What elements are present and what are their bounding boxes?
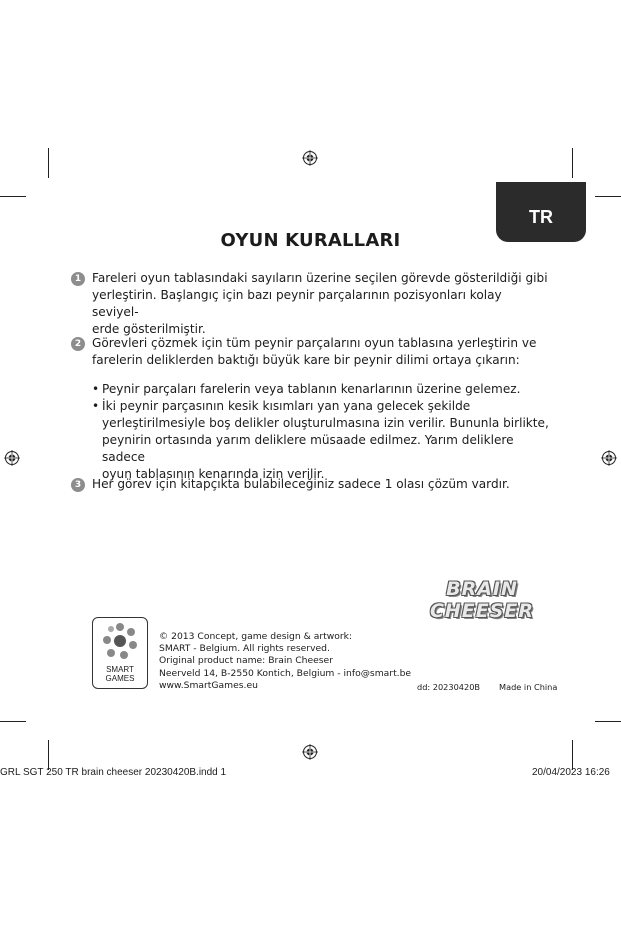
rule-line: yerleştirin. Başlangıç için bazı peynir parçalarının pozisyonları kolay seviyel-	[92, 288, 502, 319]
crop-mark	[0, 721, 26, 722]
bullet-line: oyun tablasının kenarında izin verilir.	[102, 467, 325, 481]
crop-mark	[572, 148, 573, 178]
crop-mark	[595, 196, 621, 197]
bullet-item	[92, 398, 552, 483]
credits-line: © 2013 Concept, game design & artwork:	[159, 631, 353, 642]
rule-line: Her görev için kitapçıkta bulabileceğiniz sadece 1 olası çözüm vardır.	[92, 477, 510, 491]
registration-mark-icon	[4, 450, 20, 466]
bullet-item	[92, 381, 552, 398]
smart-games-logo	[92, 617, 148, 689]
smart-games-line-2: GAMES	[105, 674, 135, 683]
brand-line-2: CHEESER	[429, 600, 535, 622]
dd-code: dd: 20230420B	[417, 682, 481, 692]
rule-number-badge: 1	[71, 272, 85, 286]
credits-line: SMART - Belgium. All rights reserved.	[159, 643, 330, 655]
made-in-label: Made in China	[499, 682, 558, 692]
page-title: OYUN KURALLARI	[220, 230, 401, 251]
rule-1	[72, 270, 552, 338]
registration-mark-icon	[302, 744, 318, 760]
smart-games-line-1: SMART	[106, 665, 134, 674]
rule-bullet-list	[92, 381, 552, 483]
registration-mark-icon	[601, 450, 617, 466]
rule-line: erde gösterilmiştir.	[92, 322, 206, 336]
crop-mark	[595, 721, 621, 722]
date-slug: 20/04/2023 16:26	[532, 767, 610, 778]
rule-2	[72, 335, 552, 483]
brain-cheeser-logo	[428, 578, 536, 622]
bullet-line: • İki peynir parçasının kesik kısımları yan yana gelecek şekilde	[102, 399, 471, 413]
registration-mark-icon	[302, 150, 318, 166]
credits-line: Original product name: Brain Cheeser	[159, 655, 333, 667]
credits-block	[159, 631, 411, 692]
language-tab-label: TR	[529, 206, 553, 227]
crop-mark	[572, 740, 573, 770]
rule-line: farelerin deliklerden baktığı büyük kare bir peynir dilimi ortaya çıkarın:	[92, 353, 520, 367]
smart-games-circles-icon	[102, 622, 138, 660]
file-slug: GRL SGT 250 TR brain cheeser 20230420B.indd 1	[0, 767, 227, 778]
rule-line: Görevleri çözmek için tüm peynir parçalarını oyun tablasına yerleştirin ve	[92, 336, 537, 350]
rule-3	[72, 476, 552, 493]
rule-number-badge: 2	[71, 337, 85, 351]
bullet-line: Peynir parçaları farelerin veya tablanın kenarlarının üzerine gelemez.	[102, 382, 521, 396]
brand-line-1: BRAIN	[446, 578, 518, 600]
crop-mark	[48, 740, 49, 770]
crop-mark	[48, 148, 49, 178]
rule-number-badge: 3	[71, 478, 85, 492]
bullet-line: yerleştirilmesiyle boş delikler oluşturulmasına izin verilir. Bununla birlikte,	[102, 416, 549, 430]
credits-line: Neerveld 14, B-2550 Kontich, Belgium - info@smart.be	[159, 667, 412, 679]
credits-line: www.SmartGames.eu	[159, 679, 258, 691]
bullet-line: peynirin ortasında yarım deliklere müsaade edilmez. Yarım deliklere sadece	[102, 433, 514, 464]
crop-mark	[0, 196, 26, 197]
rule-line: Fareleri oyun tablasındaki sayıların üzerine seçilen görevde gösterildiği gibi	[92, 271, 548, 285]
